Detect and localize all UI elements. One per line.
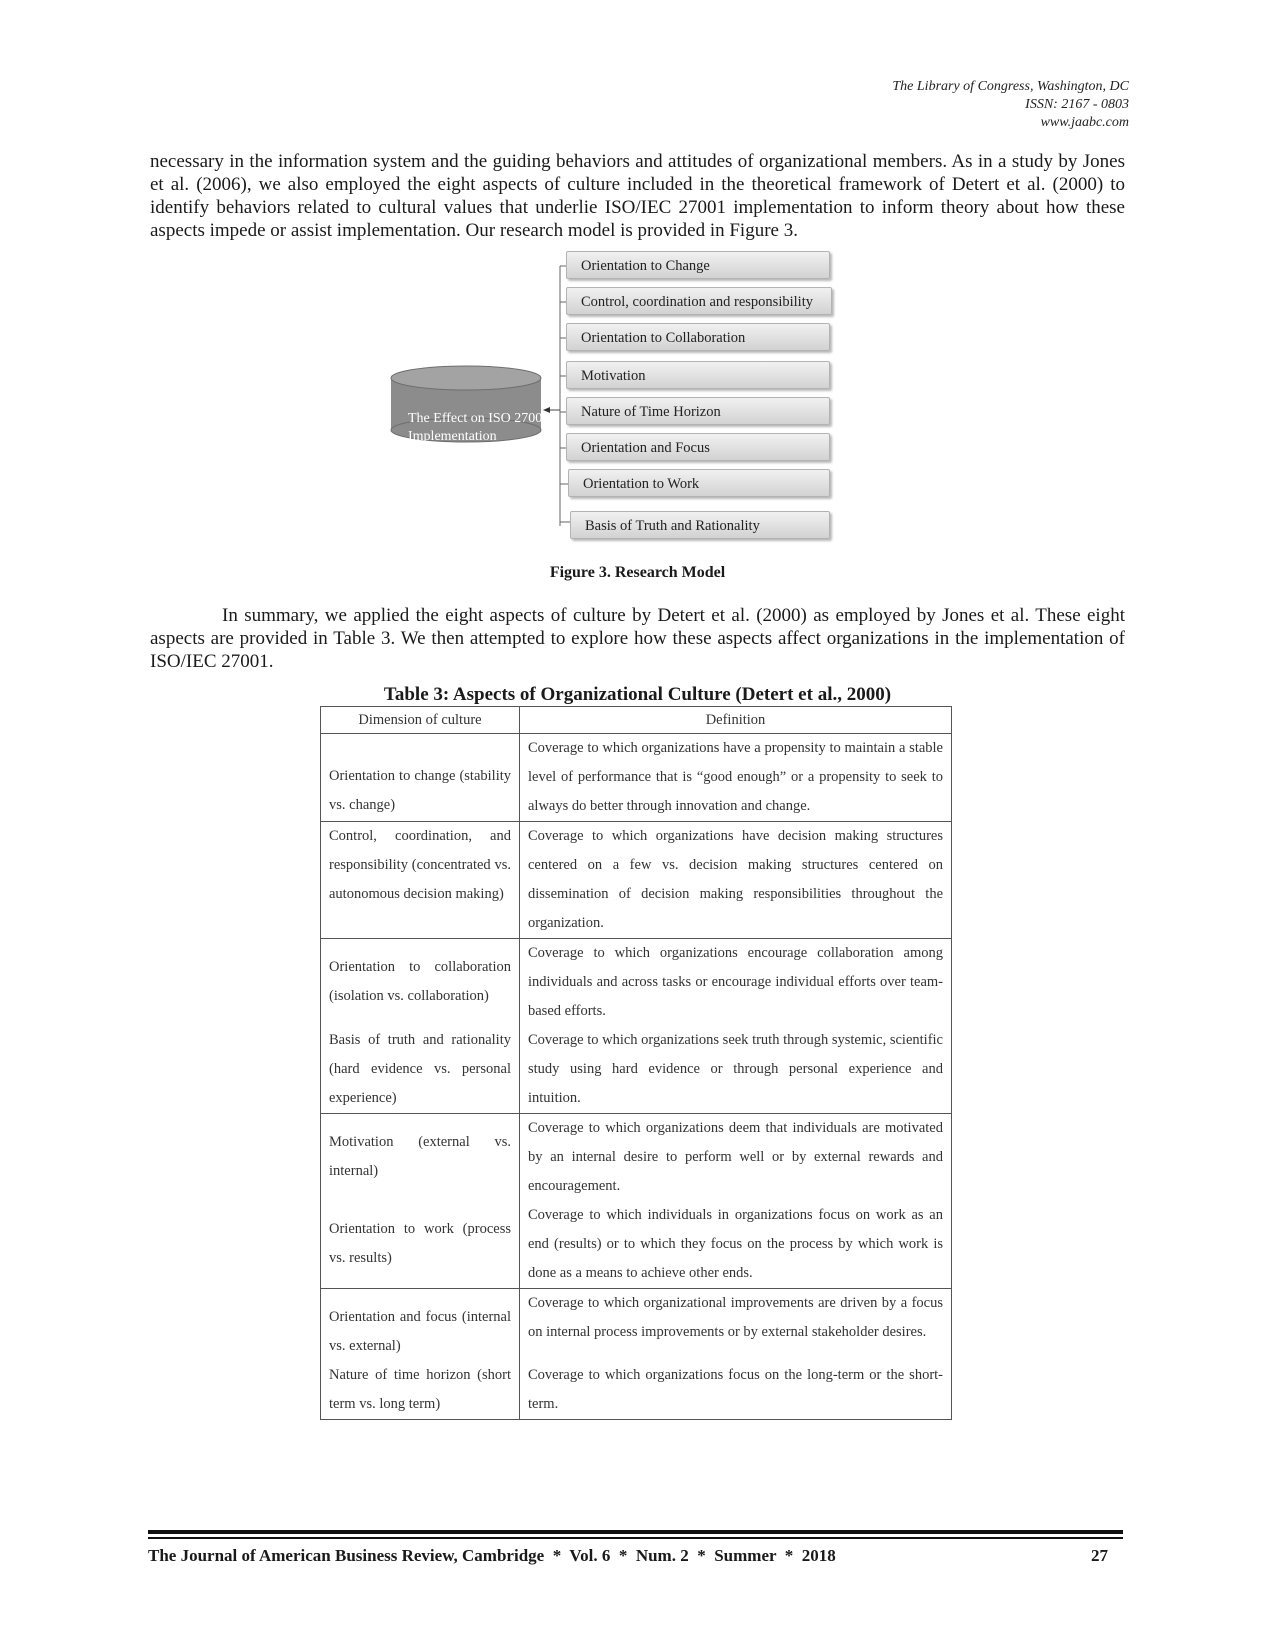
footer-rule-thick bbox=[148, 1530, 1123, 1534]
page-number: 27 bbox=[1091, 1546, 1108, 1565]
aspect-box-time-horizon: Nature of Time Horizon bbox=[566, 397, 830, 425]
paragraph-intro: necessary in the information system and the guiding behaviors and attitudes of organizational members. As in a study by Jones et al. (2006), we also employed the eight aspects of culture included in the theoretical framework of Detert et al. (2000) to identify behaviors related to cultural values that underlie ISO/IEC 27001 implementation to inform theory about how these aspects impede or assist implementation. Our research model is provided in Figure 3. bbox=[150, 151, 1125, 241]
aspect-box-focus: Orientation and Focus bbox=[566, 433, 830, 461]
header-issn: ISSN: 2167 - 0803 bbox=[1025, 97, 1129, 112]
table-row bbox=[321, 822, 952, 939]
definition-cell: Coverage to which organizations encourage collaboration among individuals and across tasks or encourage individual efforts over team-based efforts. bbox=[520, 939, 952, 1027]
research-model-figure bbox=[388, 258, 888, 568]
paragraph-summary: In summary, we applied the eight aspects of culture by Detert et al. (2000) as employed by Jones et al. These eight aspects are provided in Table 3. We then attempted to explore how these aspects affect organizations in the implementation of ISO/IEC 27001. bbox=[150, 605, 1125, 672]
cylinder-top bbox=[391, 366, 541, 390]
table-row bbox=[321, 1026, 952, 1114]
dimension-cell: Orientation to change (stability vs. change) bbox=[321, 734, 520, 822]
header-dimension: Dimension of culture bbox=[321, 707, 520, 734]
dimension-cell: Motivation (external vs. internal) bbox=[321, 1114, 520, 1202]
dimension-cell: Control, coordination, and responsibility (concentrated vs. autonomous decision making) bbox=[321, 822, 520, 939]
aspect-box-collaboration: Orientation to Collaboration bbox=[566, 323, 830, 351]
culture-aspects-table bbox=[320, 706, 952, 1420]
definition-cell: Coverage to which organizations seek truth through systemic, scientific study using hard evidence or through personal experience and intuition. bbox=[520, 1026, 952, 1114]
definition-cell: Coverage to which organizations have a propensity to maintain a stable level of performance that is “good enough” or a propensity to seek to always do better through innovation and change. bbox=[520, 734, 952, 822]
table-title: Table 3: Aspects of Organizational Culture (Detert et al., 2000) bbox=[383, 684, 892, 705]
header-library: The Library of Congress, Washington, DC bbox=[892, 79, 1129, 94]
definition-cell: Coverage to which organizations focus on the long-term or the short-term. bbox=[520, 1361, 952, 1420]
definition-cell: Coverage to which organizations have decision making structures centered on a few vs. decision making structures centered on dissemination of decision making responsibilities throughout the organization. bbox=[520, 822, 952, 939]
dimension-cell: Orientation to collaboration (isolation vs. collaboration) bbox=[321, 939, 520, 1027]
dimension-cell: Orientation to work (process vs. results) bbox=[321, 1201, 520, 1289]
aspect-box-change: Orientation to Change bbox=[566, 251, 830, 279]
footer-journal: The Journal of American Business Review, Cambridge * Vol. 6 * Num. 2 * Summer * 2018 bbox=[148, 1546, 836, 1565]
table-group bbox=[321, 822, 952, 939]
page-header bbox=[892, 78, 1129, 132]
dimension-cell: Basis of truth and rationality (hard evidence vs. personal experience) bbox=[321, 1026, 520, 1114]
definition-cell: Coverage to which organizations deem that individuals are motivated by an internal desire to perform well or by external rewards and encouragement. bbox=[520, 1114, 952, 1202]
table-row bbox=[321, 734, 952, 822]
center-label: The Effect on ISO 27001 Implementation bbox=[408, 411, 550, 444]
aspect-box-work: Orientation to Work bbox=[568, 469, 830, 497]
aspect-box-control: Control, coordination and responsibility bbox=[566, 287, 832, 315]
footer-rule-thin bbox=[148, 1537, 1123, 1539]
dimension-cell: Nature of time horizon (short term vs. long term) bbox=[321, 1361, 520, 1420]
aspect-box-motivation: Motivation bbox=[566, 361, 830, 389]
table-group bbox=[321, 1114, 952, 1289]
table-group bbox=[321, 939, 952, 1114]
table-group bbox=[321, 734, 952, 822]
figure-caption: Figure 3. Research Model bbox=[549, 564, 726, 581]
dimension-cell: Orientation and focus (internal vs. external) bbox=[321, 1289, 520, 1362]
table-row bbox=[321, 939, 952, 1027]
table-row bbox=[321, 1114, 952, 1202]
definition-cell: Coverage to which individuals in organizations focus on work as an end (results) or to which they focus on the process by which work is done as a means to achieve other ends. bbox=[520, 1201, 952, 1289]
table-row bbox=[321, 1361, 952, 1420]
table-group bbox=[321, 1289, 952, 1420]
definition-cell: Coverage to which organizational improvements are driven by a focus on internal process improvements or by external stakeholder desires. bbox=[520, 1289, 952, 1362]
header-definition: Definition bbox=[520, 707, 952, 734]
header-url: www.jaabc.com bbox=[1040, 115, 1129, 130]
table-row bbox=[321, 1289, 952, 1362]
table-header-row bbox=[321, 707, 952, 734]
table-row bbox=[321, 1201, 952, 1289]
aspect-box-truth: Basis of Truth and Rationality bbox=[570, 511, 830, 539]
